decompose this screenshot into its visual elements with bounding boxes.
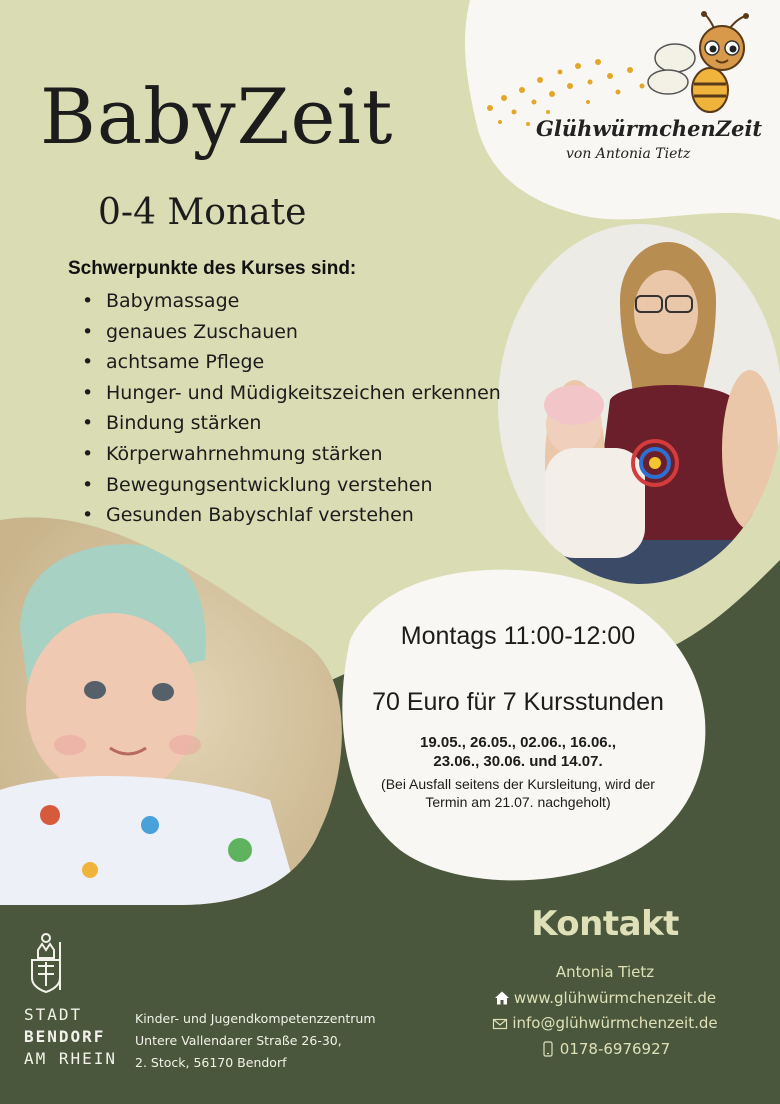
contact-email[interactable]	[460, 1011, 750, 1037]
city-logo-text	[24, 1004, 117, 1070]
email-link[interactable]: info@glühwürmchenzeit.de	[512, 1014, 718, 1032]
list-item: • Gesunden Babyschlaf verstehen	[82, 500, 501, 531]
poster-title: BabyZeit	[40, 72, 394, 161]
phone-number[interactable]: 0178-6976927	[559, 1039, 671, 1058]
course-note	[356, 775, 680, 811]
course-note-line: Termin am 21.07. nachgeholt)	[425, 794, 611, 810]
city-line: BENDORF	[24, 1027, 106, 1046]
venue-address	[135, 1008, 376, 1074]
contact-name	[460, 960, 750, 986]
focus-list	[82, 286, 501, 531]
logo-byline: von Antonia Tietz	[566, 146, 691, 162]
list-item: • achtsame Pflege	[82, 347, 501, 378]
course-price: 70 Euro für 7 Kursstunden	[372, 688, 664, 716]
course-dates	[380, 733, 656, 771]
list-item: • Babymassage	[82, 286, 501, 317]
envelope-icon	[492, 1016, 508, 1032]
contact-name-text: Antonia Tietz	[555, 963, 655, 981]
list-item: • Körperwahrnehmung stärken	[82, 439, 501, 470]
course-note-line: (Bei Ausfall seitens der Kursleitung, wird der	[381, 776, 655, 792]
list-item: • Bewegungsentwicklung verstehen	[82, 470, 501, 501]
website-link[interactable]: www.glühwürmchenzeit.de	[513, 988, 717, 1007]
address-line: Untere Vallendarer Straße 26-30,	[135, 1033, 342, 1048]
city-line: AM RHEIN	[24, 1049, 118, 1068]
course-schedule: Montags 11:00-12:00	[400, 622, 636, 650]
mobile-phone-icon	[540, 1041, 556, 1057]
age-range: 0-4 Monate	[98, 192, 307, 233]
course-dates-line: 23.06., 30.06. und 14.07.	[433, 753, 603, 770]
contact-phone[interactable]	[460, 1037, 750, 1063]
address-line: Kinder- und Jugendkompetenzzentrum	[135, 1011, 376, 1026]
logo-brand: GlühwürmchenZeit	[536, 116, 763, 141]
home-icon	[494, 990, 510, 1006]
contact-heading: Kontakt	[531, 904, 679, 944]
city-line: STADT	[24, 1005, 83, 1024]
list-item: • genaues Zuschauen	[82, 317, 501, 348]
focus-heading: Schwerpunkte des Kurses sind:	[68, 258, 357, 279]
address-line: 2. Stock, 56170 Bendorf	[135, 1055, 287, 1070]
list-item: • Hunger- und Müdigkeitszeichen erkennen	[82, 378, 501, 409]
course-dates-line: 19.05., 26.05., 02.06., 16.06.,	[420, 734, 616, 751]
list-item: • Bindung stärken	[82, 408, 501, 439]
contact-website[interactable]	[460, 986, 750, 1012]
contact-block	[460, 960, 750, 1062]
